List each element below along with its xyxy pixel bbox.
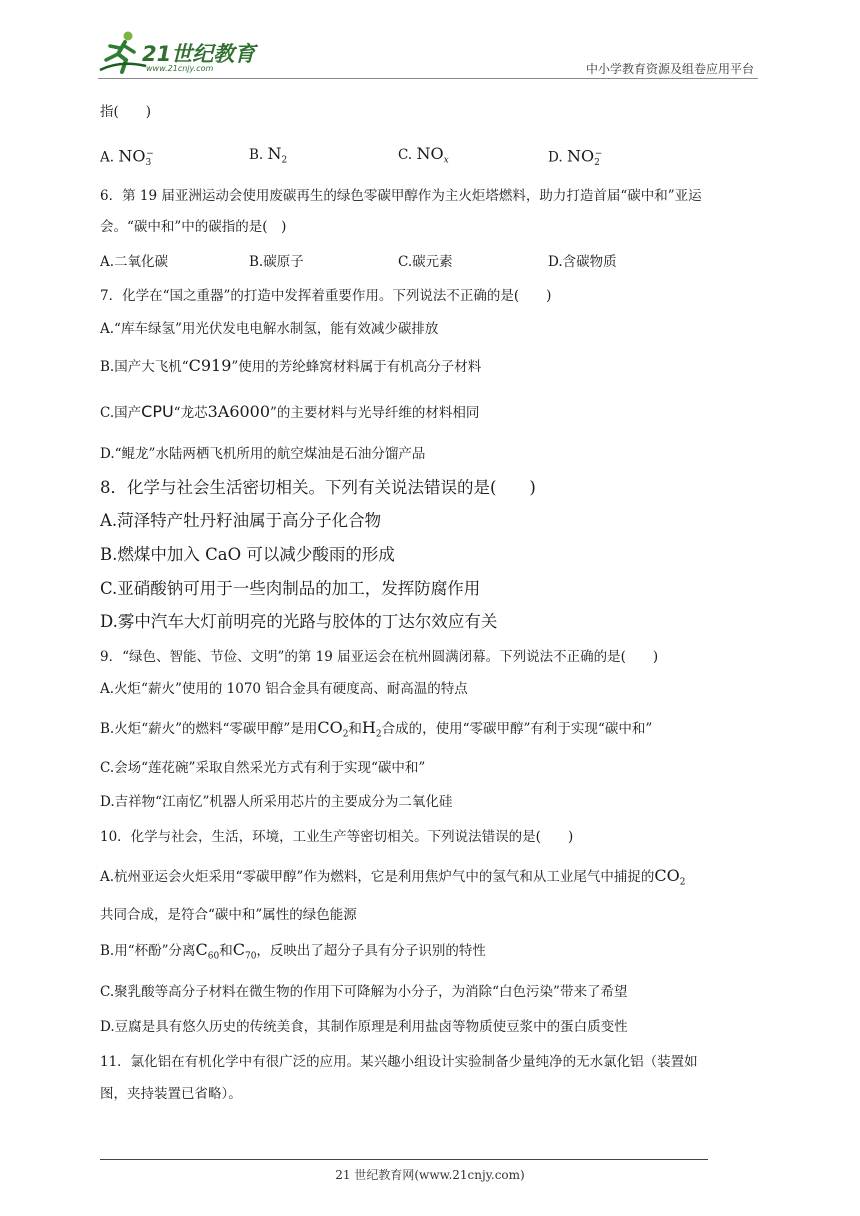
q7-option-b: B.国产大飞机“C919”使用的芳纶蜂窝材料属于有机高分子材料 xyxy=(100,356,482,375)
site-logo xyxy=(98,30,268,76)
q9-option-c: C.会场“莲花碗”采取自然采光方式有利于实现“碳中和” xyxy=(100,760,426,776)
q10-option-a-line2: 共同合成，是符合“碳中和”属性的绿色能源 xyxy=(100,907,357,923)
logo-text: 21世纪教育 xyxy=(142,42,256,66)
q7-option-a: A.“库车绿氢”用光伏发电电解水制氢，能有效减少碳排放 xyxy=(100,321,439,337)
q8-option-a: A.菏泽特产牡丹籽油属于高分子化合物 xyxy=(100,511,382,530)
q5-option-a: A. $NO_3^-$ xyxy=(100,146,154,169)
q7-stem: 7．化学在“国之重器”的打造中发挥着重要作用。下列说法不正确的是( ) xyxy=(100,288,552,304)
q9-option-b: B.火炬“薪火”的燃料“零碳甲醇”是用$CO_2$和$H_2$合成的，使用“零碳甲醇”有利于实现“碳中和” xyxy=(100,718,653,740)
header-platform-text: 中小学教育资源及组卷应用平台 xyxy=(585,62,754,76)
q10-option-d: D.豆腐是具有悠久历史的传统美食，其制作原理是利用盐卤等物质使豆浆中的蛋白质变性 xyxy=(100,1019,628,1035)
q6-option-c: C.碳元素 xyxy=(398,254,453,270)
q9-option-d: D.吉祥物“江南忆”机器人所采用芯片的主要成分为二氧化硅 xyxy=(100,794,453,810)
q6-option-a: A.二氧化碳 xyxy=(100,254,169,270)
logo-url: www.21cnjy.com xyxy=(146,64,214,73)
q9-option-a: A.火炬“薪火”使用的 1070 铝合金具有硬度高、耐高温的特点 xyxy=(100,681,468,697)
q11-stem-line1: 11．氯化铝在有机化学中有很广泛的应用。某兴趣小组设计实验制备少量纯净的无水氯化铝（装置如 xyxy=(100,1054,698,1070)
q10-stem: 10．化学与社会，生活，环境，工业生产等密切相关。下列说法错误的是( ) xyxy=(100,829,574,845)
q5-option-b: B. $N_2$ xyxy=(249,144,288,166)
q10-option-b: B.用“杯酚”分离$C_{60}$和$C_{70}$，反映出了超分子具有分子识别的特性 xyxy=(100,940,486,962)
q7-option-d: D.“鲲龙”水陆两栖飞机所用的航空煤油是石油分馏产品 xyxy=(100,446,426,462)
q11-stem-line2: 图，夹持装置已省略）。 xyxy=(100,1086,242,1102)
q6-stem-line2: 会。“碳中和”中的碳指的是( ) xyxy=(100,219,287,235)
q8-option-d: D.雾中汽车大灯前明亮的光路与胶体的丁达尔效应有关 xyxy=(100,612,498,631)
q10-option-a-line1: A.杭州亚运会火炬采用“零碳甲醇”作为燃料，它是利用焦炉气中的氢气和从工业尾气中捕捉的$CO_2$ xyxy=(100,866,686,888)
q8-stem: 8．化学与社会生活密切相关。下列有关说法错误的是( ) xyxy=(100,478,536,497)
page-footer: 21 世纪教育网(www.21cnjy.com) xyxy=(335,1168,525,1182)
q10-option-c: C.聚乳酸等高分子材料在微生物的作用下可降解为小分子，为消除“白色污染”带来了希望 xyxy=(100,984,628,1000)
q6-stem-line1: 6．第 19 届亚洲运动会使用废碳再生的绿色零碳甲醇作为主火炬塔燃料，助力打造首届“碳中和”亚运 xyxy=(100,188,702,204)
q6-option-d: D.含碳物质 xyxy=(548,254,617,270)
page-header xyxy=(98,30,758,80)
q5-option-c: C. $NO_x$ xyxy=(398,144,449,166)
q5-option-d: D. $NO_2^-$ xyxy=(548,146,603,169)
runner-logo-icon xyxy=(98,30,148,76)
footer-divider xyxy=(100,1159,708,1160)
header-divider xyxy=(98,78,758,79)
q8-option-b: B.燃煤中加入 CaO 可以减少酸雨的形成 xyxy=(100,545,395,564)
q9-stem: 9．“绿色、智能、节俭、文明”的第 19 届亚运会在杭州圆满闭幕。下列说法不正确的是( ) xyxy=(100,649,659,665)
q5-stem-tail: 指( ) xyxy=(100,104,152,120)
q8-option-c: C.亚硝酸钠可用于一些肉制品的加工，发挥防腐作用 xyxy=(100,579,481,598)
q6-option-b: B.碳原子 xyxy=(249,254,304,270)
q7-option-c: C.国产CPU“龙芯3A6000”的主要材料与光导纤维的材料相同 xyxy=(100,402,480,421)
